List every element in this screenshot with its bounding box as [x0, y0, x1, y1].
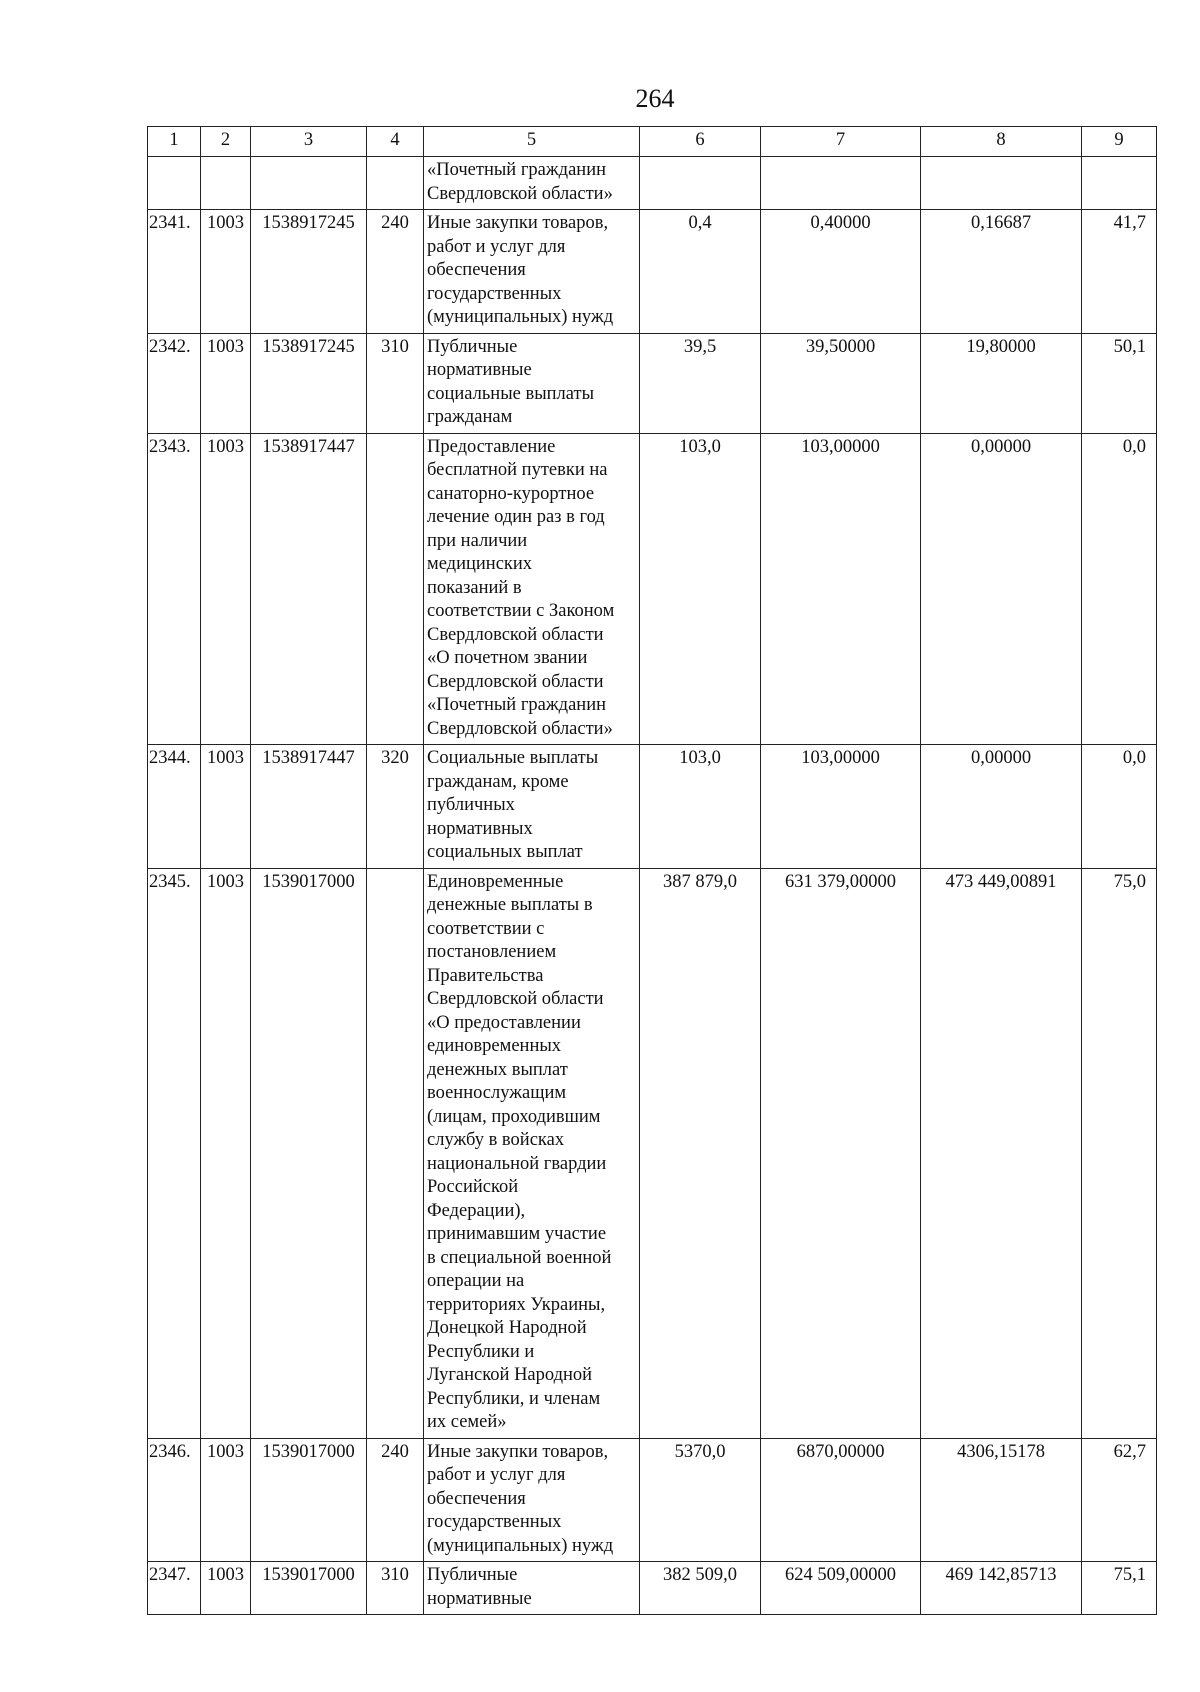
- target-article-cell: 1538917447: [251, 433, 367, 745]
- description-line: Луганской Народной: [427, 1365, 593, 1385]
- row-number-cell: 2343.: [148, 433, 201, 745]
- description-line: (лицам, проходившим: [427, 1106, 601, 1127]
- percent-cell: 75,0: [1082, 868, 1157, 1438]
- expense-type-cell: 240: [367, 1438, 424, 1562]
- description-line: санаторно-курортное: [427, 483, 595, 504]
- page-number: 264: [635, 84, 675, 113]
- description-cell: [424, 1562, 640, 1615]
- description-line: обеспечения: [427, 1488, 526, 1509]
- target-article-cell: [251, 157, 367, 210]
- expense-type-cell: [367, 433, 424, 745]
- approved-amount-cell: [640, 157, 761, 210]
- row-number-cell: 2347.: [148, 1562, 201, 1615]
- executed-amount-cell: 0,00000: [921, 745, 1082, 869]
- column-header: 4: [367, 127, 424, 157]
- description-line: «О предоставлении: [427, 1012, 581, 1033]
- column-header: 9: [1082, 127, 1157, 157]
- table-row: [148, 333, 1157, 433]
- description-line: нормативных: [427, 818, 533, 839]
- description-line: соответствии с: [427, 918, 545, 939]
- approved-amount-cell: 5370,0: [640, 1438, 761, 1562]
- description-line: публичных: [427, 795, 515, 815]
- description-line: службу в войсках: [427, 1130, 565, 1150]
- row-number-cell: 2342.: [148, 333, 201, 433]
- planned-amount-cell: [761, 157, 921, 210]
- section-code-cell: 1003: [201, 1562, 251, 1615]
- description-line: при наличии: [427, 530, 528, 551]
- planned-amount-cell: 103,00000: [761, 433, 921, 745]
- target-article-cell: 1538917447: [251, 745, 367, 869]
- approved-amount-cell: 103,0: [640, 433, 761, 745]
- description-line: единовременных: [427, 1036, 562, 1056]
- description-line: Свердловской области: [427, 989, 604, 1009]
- row-number-cell: 2345.: [148, 868, 201, 1438]
- description-line: Публичные: [427, 336, 518, 357]
- expense-type-cell: [367, 868, 424, 1438]
- description-line: «Почетный гражданин: [427, 695, 606, 715]
- table-row: [148, 157, 1157, 210]
- description-line: лечение один раз в год: [427, 507, 605, 527]
- percent-cell: 50,1: [1082, 333, 1157, 433]
- description-line: Предоставление: [427, 436, 556, 457]
- description-line: социальных выплат: [427, 842, 583, 862]
- percent-cell: 0,0: [1082, 745, 1157, 869]
- description-line: денежных выплат: [427, 1059, 568, 1080]
- description-line: Правительства: [427, 965, 544, 986]
- description-line: показаний в: [427, 577, 522, 598]
- table-row: [148, 1562, 1157, 1615]
- executed-amount-cell: 19,80000: [921, 333, 1082, 433]
- description-line: Единовременные: [427, 871, 564, 892]
- description-cell: [424, 868, 640, 1438]
- description-line: гражданам: [427, 407, 513, 427]
- section-code-cell: 1003: [201, 433, 251, 745]
- description-line: Свердловской области»: [427, 718, 613, 739]
- description-line: государственных: [427, 283, 562, 304]
- description-line: военнослужащим: [427, 1083, 567, 1103]
- description-line: государственных: [427, 1512, 562, 1532]
- executed-amount-cell: 4306,15178: [921, 1438, 1082, 1562]
- description-line: (муниципальных) нужд: [427, 307, 614, 327]
- table-row: [148, 210, 1157, 334]
- row-number-cell: [148, 157, 201, 210]
- description-line: Республики, и членам: [427, 1388, 601, 1409]
- description-line: нормативные: [427, 1588, 532, 1609]
- description-line: Иные закупки товаров,: [427, 213, 609, 233]
- planned-amount-cell: 39,50000: [761, 333, 921, 433]
- description-cell: [424, 157, 640, 210]
- description-cell: [424, 745, 640, 869]
- expense-type-cell: 310: [367, 333, 424, 433]
- section-code-cell: 1003: [201, 868, 251, 1438]
- description-line: работ и услуг для: [427, 1465, 566, 1485]
- header-row: [148, 127, 1157, 157]
- description-line: национальной гвардии: [427, 1153, 607, 1174]
- description-cell: [424, 210, 640, 334]
- description-line: соответствии с Законом: [427, 601, 615, 621]
- approved-amount-cell: 382 509,0: [640, 1562, 761, 1615]
- percent-cell: 41,7: [1082, 210, 1157, 334]
- column-header: 7: [761, 127, 921, 157]
- description-line: социальные выплаты: [427, 383, 595, 404]
- description-line: бесплатной путевки на: [427, 460, 608, 480]
- section-code-cell: 1003: [201, 210, 251, 334]
- description-line: Свердловской области»: [427, 183, 613, 204]
- planned-amount-cell: 624 509,00000: [761, 1562, 921, 1615]
- description-line: Республики и: [427, 1341, 535, 1362]
- description-line: Российской: [427, 1177, 519, 1197]
- row-number-cell: 2341.: [148, 210, 201, 334]
- percent-cell: 0,0: [1082, 433, 1157, 745]
- description-line: Иные закупки товаров,: [427, 1441, 609, 1462]
- description-line: медицинских: [427, 554, 533, 574]
- description-line: операции на: [427, 1271, 525, 1291]
- section-code-cell: 1003: [201, 1438, 251, 1562]
- expense-type-cell: 310: [367, 1562, 424, 1615]
- description-line: работ и услуг для: [427, 236, 566, 257]
- column-header: 2: [201, 127, 251, 157]
- executed-amount-cell: [921, 157, 1082, 210]
- description-line: Свердловской области: [427, 671, 604, 692]
- column-header: 8: [921, 127, 1082, 157]
- description-line: «Почетный гражданин: [427, 160, 606, 180]
- percent-cell: 75,1: [1082, 1562, 1157, 1615]
- description-line: в специальной военной: [427, 1247, 612, 1268]
- row-number-cell: 2346.: [148, 1438, 201, 1562]
- approved-amount-cell: 39,5: [640, 333, 761, 433]
- table-row: [148, 1438, 1157, 1562]
- description-line: постановлением: [427, 942, 557, 962]
- description-cell: [424, 1438, 640, 1562]
- row-number-cell: 2344.: [148, 745, 201, 869]
- description-line: обеспечения: [427, 260, 526, 280]
- planned-amount-cell: 631 379,00000: [761, 868, 921, 1438]
- description-line: (муниципальных) нужд: [427, 1535, 614, 1556]
- target-article-cell: 1538917245: [251, 333, 367, 433]
- approved-amount-cell: 387 879,0: [640, 868, 761, 1438]
- planned-amount-cell: 103,00000: [761, 745, 921, 869]
- approved-amount-cell: 0,4: [640, 210, 761, 334]
- expense-type-cell: [367, 157, 424, 210]
- section-code-cell: 1003: [201, 333, 251, 433]
- executed-amount-cell: 0,00000: [921, 433, 1082, 745]
- expense-type-cell: 240: [367, 210, 424, 334]
- percent-cell: 62,7: [1082, 1438, 1157, 1562]
- table-row: [148, 745, 1157, 869]
- column-header: 5: [424, 127, 640, 157]
- percent-cell: [1082, 157, 1157, 210]
- description-line: их семей»: [427, 1412, 507, 1432]
- section-code-cell: 1003: [201, 745, 251, 869]
- description-line: гражданам, кроме: [427, 771, 569, 792]
- target-article-cell: 1538917245: [251, 210, 367, 334]
- table-row: [148, 433, 1157, 745]
- column-header: 1: [148, 127, 201, 157]
- column-header: 6: [640, 127, 761, 157]
- description-line: Социальные выплаты: [427, 748, 599, 768]
- description-cell: [424, 433, 640, 745]
- description-line: Свердловской области: [427, 624, 604, 645]
- description-line: нормативные: [427, 360, 532, 380]
- section-code-cell: [201, 157, 251, 210]
- budget-table: [147, 126, 1157, 1615]
- description-line: денежные выплаты в: [427, 895, 593, 915]
- table-row: [148, 868, 1157, 1438]
- planned-amount-cell: 0,40000: [761, 210, 921, 334]
- target-article-cell: 1539017000: [251, 1562, 367, 1615]
- approved-amount-cell: 103,0: [640, 745, 761, 869]
- expense-type-cell: 320: [367, 745, 424, 869]
- description-line: территориях Украины,: [427, 1294, 606, 1315]
- description-line: Федерации),: [427, 1200, 526, 1221]
- description-line: принимавшим участие: [427, 1224, 607, 1244]
- target-article-cell: 1539017000: [251, 1438, 367, 1562]
- executed-amount-cell: 0,16687: [921, 210, 1082, 334]
- target-article-cell: 1539017000: [251, 868, 367, 1438]
- column-header: 3: [251, 127, 367, 157]
- description-line: Публичные: [427, 1565, 518, 1585]
- executed-amount-cell: 473 449,00891: [921, 868, 1082, 1438]
- description-cell: [424, 333, 640, 433]
- executed-amount-cell: 469 142,85713: [921, 1562, 1082, 1615]
- planned-amount-cell: 6870,00000: [761, 1438, 921, 1562]
- description-line: Донецкой Народной: [427, 1318, 587, 1338]
- description-line: «О почетном звании: [427, 648, 588, 668]
